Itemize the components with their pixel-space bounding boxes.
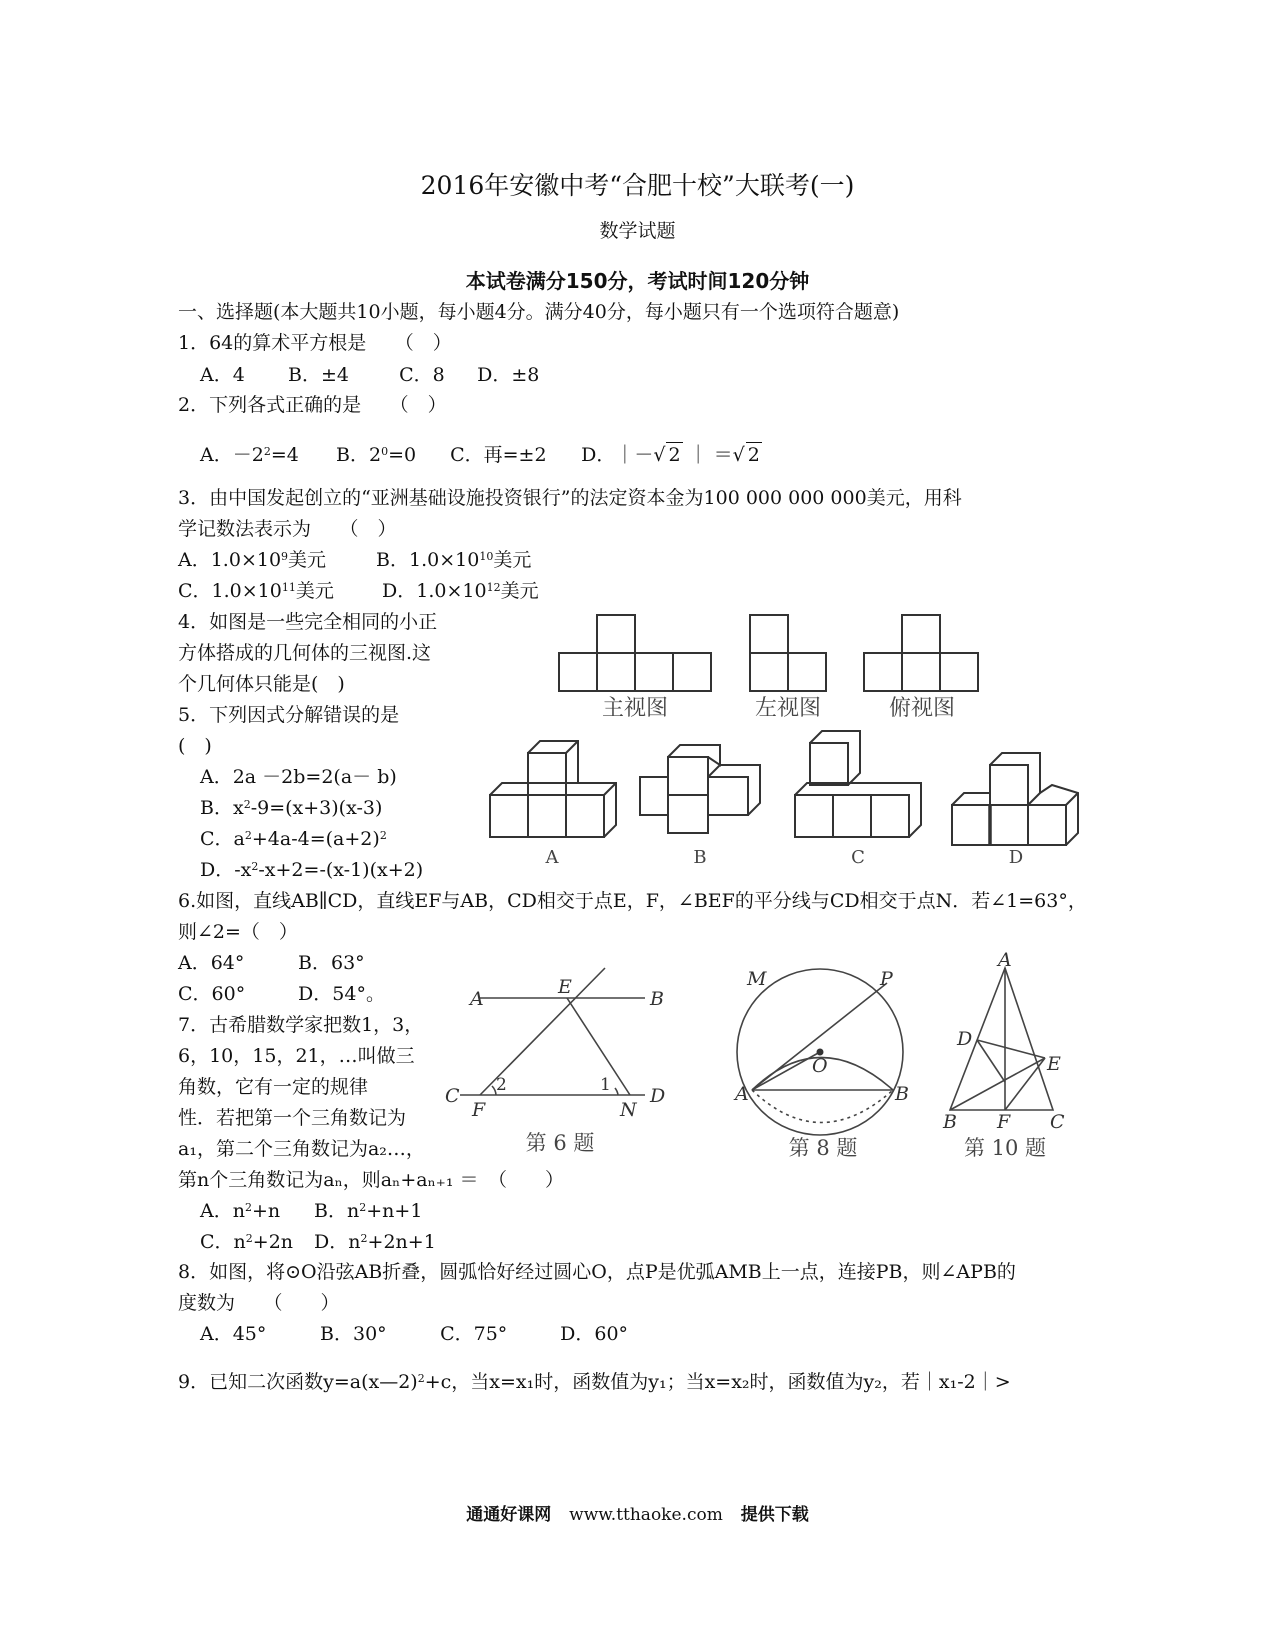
solid-a [490,741,616,837]
q5-option-b: B．$x^2-9=(x+3)(x-3)$ [200,797,383,819]
q8-figure [725,955,930,1165]
q8-option-a: A．45° [200,1323,267,1345]
q6-line1: 6.如图，直线AB∥CD，直线EF与AB，CD相交于点E，F，∠BEF的平分线与CD相交于点N．若∠1=63°， [178,890,1087,912]
q5-option-c: C．$a^2+4a-4=(a+2)^2$ [200,828,387,850]
q7-line2: 6，10，15，21，…叫做三 [178,1045,415,1067]
option-c-label: C [851,847,865,868]
q7-options-cd [200,1230,436,1254]
label-a: A [735,1083,749,1105]
label-e: E [558,976,572,998]
label-d: D [650,1085,666,1107]
option-a-label: A [545,847,559,868]
q3-options-cd [178,579,539,603]
solid-c [795,731,921,837]
label-m: M [747,968,767,990]
label-c: C [445,1085,460,1107]
footer-site: 通通好课网 [466,1505,552,1525]
option-b-label: B [693,847,707,868]
q8-caption: 第 8 题 [788,1136,858,1160]
left-view-label: 左视图 [754,696,822,721]
q1-option-b: B．±4 [288,364,350,386]
page-subtitle: 数学试题 [599,220,676,242]
label-e: E [1047,1053,1061,1075]
q5-line1: 5．下列因式分解错误的是 [178,704,400,726]
label-n: N [620,1099,637,1121]
solid-b [640,745,760,833]
q2-option-a: A．$-2^2=4$ [200,444,299,466]
q5-option-a: A．2a －2b=2(a－ b) [200,766,397,788]
angle-1-label: 1 [600,1075,611,1095]
q7-line6: 第n个三角数记为aₙ，则aₙ+aₙ₊₁ ＝ （ ） [178,1169,564,1191]
q3-option-c: C．$1.0\times 10^{11}$美元 [178,580,334,602]
q8-line2: 度数为 （ ） [178,1292,340,1314]
label-b: B [650,988,664,1010]
label-a: A [470,988,484,1010]
q6-option-c: C．60° [178,983,246,1005]
q7-line5: a₁，第二个三角数记为a₂…， [178,1138,425,1160]
label-a: A [998,949,1012,971]
label-c: C [1050,1111,1065,1133]
exam-notice: 本试卷满分150分，考试时间120分钟 [465,269,810,293]
q8-option-d: D．60° [560,1323,629,1345]
q2-option-b: B．$2^0=0$ [336,444,417,466]
left-view [750,615,826,691]
q6-options-ab [178,951,365,975]
q2-option-c: C．再=±2 [450,444,547,466]
q5-option-d: D．$-x^2-x+2=-(x-1)(x+2)$ [200,859,424,881]
q7-line1: 7．古希腊数学家把数1，3， [178,1014,424,1036]
section-heading: 一、选择题(本大题共10小题，每小题4分。满分40分，每小题只有一个选项符合题意) [178,301,900,323]
q6-option-b: B．63° [298,952,365,974]
q3-line1: 3．由中国发起创立的“亚洲基础设施投资银行”的法定资本金为100 000 000 000美元，用科 [178,487,962,509]
page-title: 2016年安徽中考“合肥十校”大联考(一) [420,171,855,200]
q10-caption: 第 10 题 [963,1136,1047,1160]
q1-option-c: C．8 [399,364,445,386]
label-f: F [997,1111,1011,1133]
q1-options [200,363,539,387]
q1-option-a: A．4 [200,364,245,386]
q2-stem: 2．下列各式正确的是 （ ） [178,394,447,416]
q7-line4: 性．若把第一个三角数记为 [178,1107,407,1129]
top-view-label: 俯视图 [888,696,956,721]
q6-option-d: D．54°。 [298,983,385,1005]
angle-2-label: 2 [496,1075,507,1095]
q4-line1: 4．如图是一些完全相同的小正 [178,611,438,633]
q2-option-d: D．｜－√ 2 ｜ ＝√ 2 [581,444,760,466]
label-d: D [957,1028,973,1050]
q3-line2: 学记数法表示为 （ ） [178,518,397,540]
q3-option-b: B．$1.0\times 10^{10}$美元 [376,549,532,571]
q7-option-d: D．$n^2+2n+1$ [314,1231,436,1253]
q7-option-c: C．$n^2+2n$ [200,1231,294,1253]
q9-text: 9．已知二次函数y=a(x—2)$^2$+c，当x=x₁时，函数值为y₁；当x=x₂时，函数值为y₂，若｜x₁-2｜> [178,1371,1011,1393]
q8-line1: 8．如图，将⊙O沿弦AB折叠，圆弧恰好经过圆心O，点P是优弧AMB上一点，连接PB，则∠APB的 [178,1261,1016,1283]
q4-line3: 个几何体只能是( ) [178,673,345,695]
q3-option-a: A．$1.0\times 10^9$美元 [178,549,327,571]
q3-option-d: D．$1.0\times 10^{12}$美元 [382,580,539,602]
label-o: O [812,1055,828,1077]
q8-options [200,1322,628,1346]
q5-line2: ( ) [178,735,212,757]
front-view [559,615,711,691]
q6-options-cd [178,982,385,1006]
q6-figure [440,960,680,1160]
q7-option-a: A．$n^2+n$ [200,1200,281,1222]
label-b: B [943,1111,957,1133]
q6-option-a: A．64° [178,952,245,974]
q6-line2: 则∠2=（ ） [178,921,298,943]
q8-option-c: C．75° [440,1323,508,1345]
footer-url[interactable]: www.tthaoke.com [569,1505,723,1525]
front-view-label: 主视图 [601,696,669,721]
option-d-label: D [1008,847,1024,868]
q10-figure [935,948,1075,1163]
q4-line2: 方体搭成的几何体的三视图.这 [178,642,432,664]
q7-option-b: B．$n^2+n+1$ [314,1200,423,1222]
top-view [864,615,978,691]
solid-d [952,753,1078,845]
label-f: F [472,1099,486,1121]
q4-figure [480,605,1100,870]
footer-provide: 提供下载 [740,1505,809,1525]
q7-options-ab [200,1199,422,1223]
q3-options-ab [178,548,531,572]
q1-option-d: D．±8 [477,364,540,386]
q6-caption: 第 6 题 [525,1131,595,1155]
q8-option-b: B．30° [320,1323,387,1345]
q2-options [200,442,762,467]
label-b: B [895,1083,909,1105]
label-p: P [880,968,893,990]
q1-stem: 1．64的算术平方根是 （ ） [178,332,452,354]
footer [0,1500,1275,1525]
q7-line3: 角数，它有一定的规律 [178,1076,369,1098]
